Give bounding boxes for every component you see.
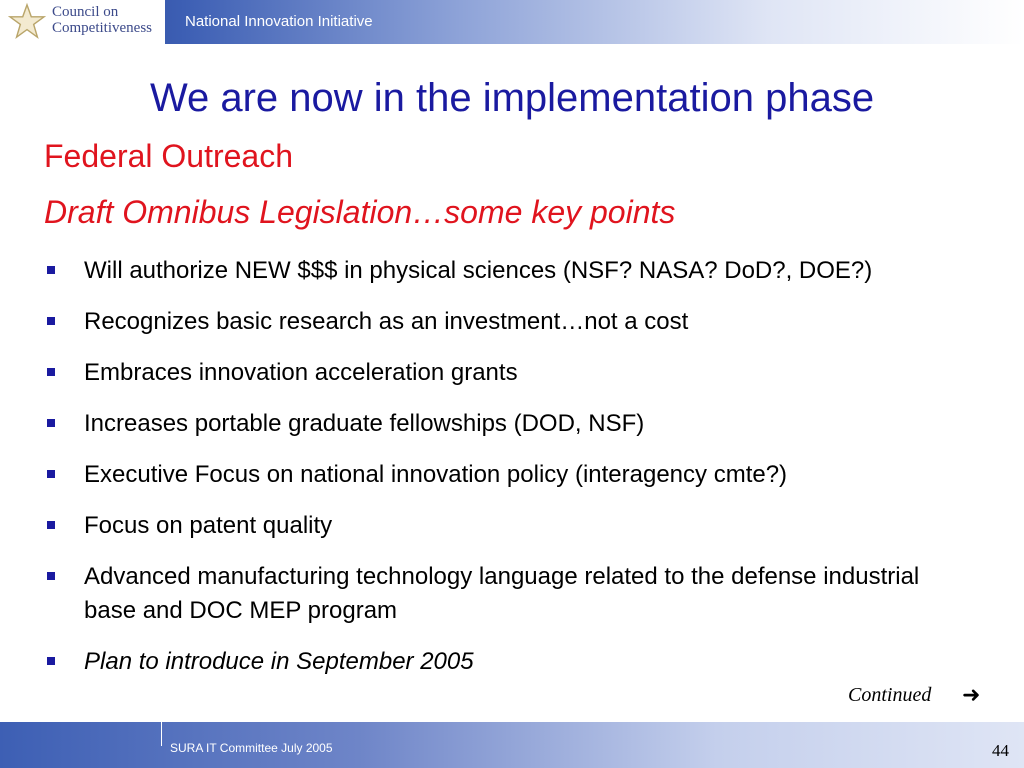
bullet-square-icon <box>47 657 55 665</box>
bullet-item <box>44 645 974 679</box>
logo-text <box>52 4 152 36</box>
bullet-item <box>44 305 974 339</box>
section-heading: Federal Outreach <box>44 138 294 174</box>
bullet-square-icon <box>47 368 55 376</box>
logo-line-2: Competitiveness <box>52 20 152 36</box>
header-title: National Innovation Initiative <box>185 13 373 30</box>
bullet-item <box>44 509 974 543</box>
bullet-square-icon <box>47 572 55 580</box>
bullet-text: Focus on patent quality <box>84 512 333 539</box>
bullet-text: Executive Focus on national innovation policy (interagency cmte?) <box>84 461 788 488</box>
logo-line-1: Council on <box>52 4 119 20</box>
bullet-item <box>44 356 974 390</box>
bullet-item <box>44 254 974 288</box>
bullet-text: Advanced manufacturing technology language related to the defense industrial base and DOC MEP program <box>84 563 920 624</box>
footer-band <box>0 722 1024 768</box>
slide-title: We are now in the implementation phase <box>149 76 875 120</box>
bullet-text: Increases portable graduate fellowships (DOD, NSF) <box>84 410 645 437</box>
bullet-square-icon <box>47 317 55 325</box>
bullet-square-icon <box>47 470 55 478</box>
bullet-square-icon <box>47 266 55 274</box>
bullet-square-icon <box>47 419 55 427</box>
page-number: 44 <box>992 741 1009 760</box>
bullet-text: Will authorize NEW $$$ in physical sciences (NSF? NASA? DoD?, DOE?) <box>84 257 873 284</box>
bullet-square-icon <box>47 521 55 529</box>
star-logo-icon <box>8 2 46 42</box>
bullet-text: Plan to introduce in September 2005 <box>84 648 474 675</box>
bullet-item <box>44 407 974 441</box>
bullet-item <box>44 458 974 492</box>
continued-label: Continued <box>848 684 932 706</box>
arrow-right-icon: ➜ <box>962 682 981 707</box>
bullet-text: Recognizes basic research as an investment…not a cost <box>84 308 689 335</box>
bullet-text: Embraces innovation acceleration grants <box>84 359 518 386</box>
logo <box>0 0 165 44</box>
bullet-item <box>44 560 974 628</box>
bullet-list <box>44 254 974 696</box>
footer-divider <box>161 722 162 746</box>
footer-text: SURA IT Committee July 2005 <box>170 741 333 755</box>
section-subheading: Draft Omnibus Legislation…some key points <box>44 194 676 230</box>
